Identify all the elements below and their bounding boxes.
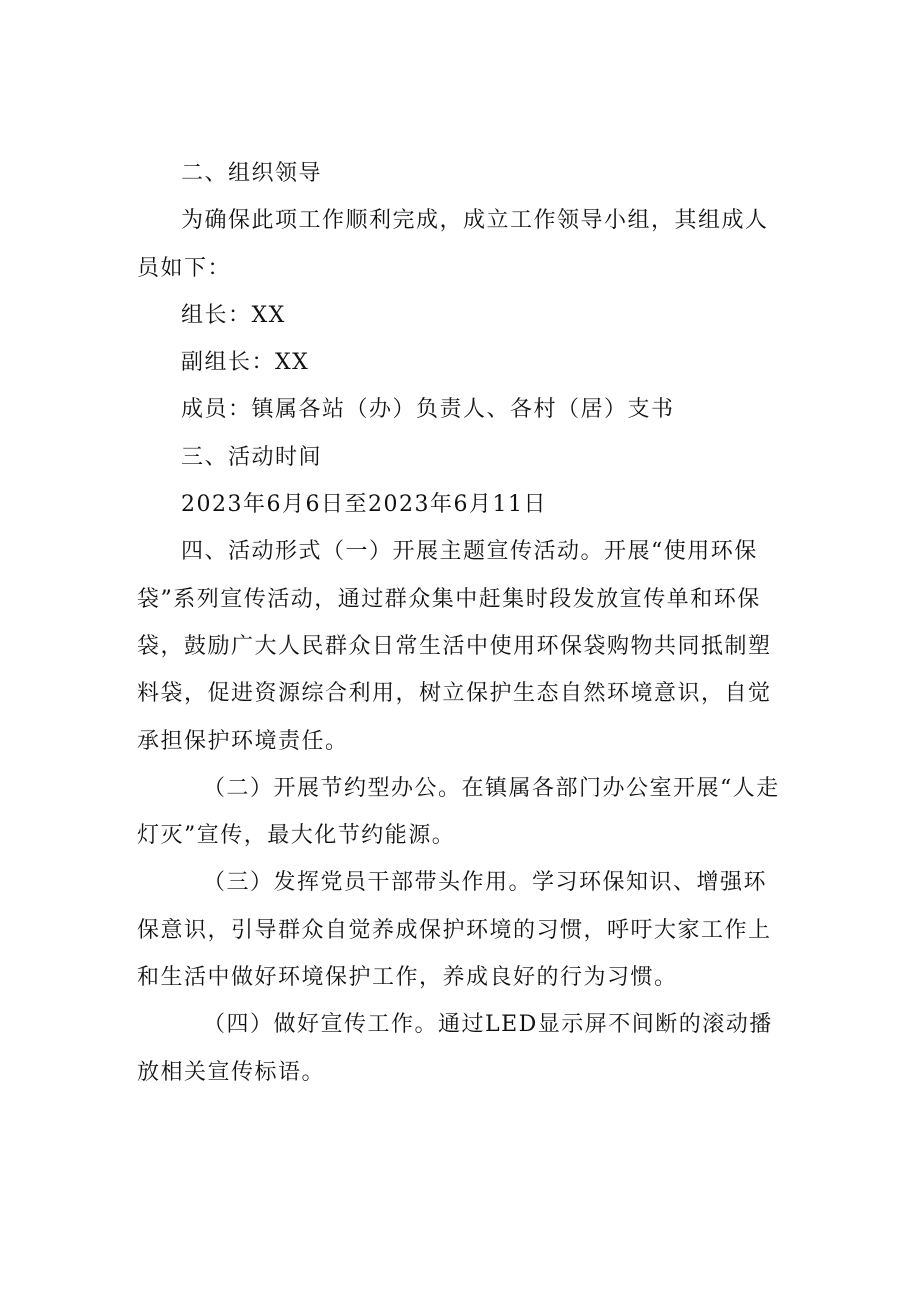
group-leader-line: 组长：XX xyxy=(181,302,286,328)
document-body xyxy=(137,150,787,1096)
paragraph: 为确保此项工作顺利完成，成立工作领导小组，其组成人员如下： xyxy=(137,208,769,281)
deputy-leader-line: 副组长：XX xyxy=(181,350,310,376)
paragraph: （二）开展节约型办公。在镇属各部门办公室开展“人走灯灭”宣传，最大化节约能源。 xyxy=(137,775,780,849)
section-heading: 二、组织领导 xyxy=(181,161,323,186)
paragraph: （四）做好宣传工作。通过LED显示屏不间断的滚动播放相关宣传标语。 xyxy=(137,1012,773,1085)
paragraph: （三）发挥党员干部带头作用。学习环保知识、增强环保意识，引导群众自觉养成保护环境的习惯，呼吁大家工作上和生活中做好环境保护工作，养成良好的行为习惯。 xyxy=(137,870,772,991)
members-line: 成员：镇属各站（办）负责人、各村（居）支书 xyxy=(181,397,675,423)
section-heading: 三、活动时间 xyxy=(181,444,323,470)
paragraph: 四、活动形式（一）开展主题宣传活动。开展“使用环保袋”系列宣传活动，通过群众集中赶集时段发放宣传单和环保袋，鼓励广大人民群众日常生活中使用环保袋购物共同抵制塑料袋，促进资源综合利用，树立保护生态自然环境意识，自觉承担保护环境责任。 xyxy=(137,539,772,754)
activity-dates: 2023年6月6日至2023年6月11日 xyxy=(181,492,547,518)
